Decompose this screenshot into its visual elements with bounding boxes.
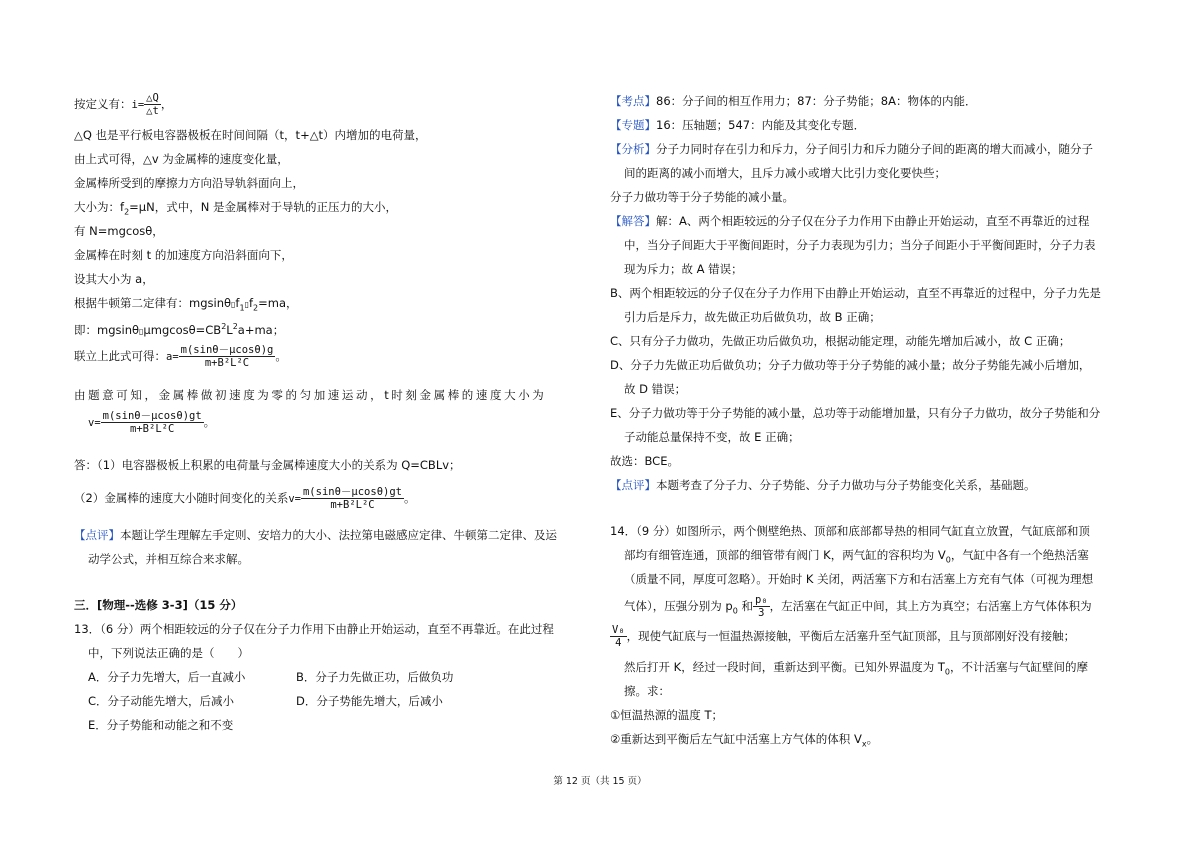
text: 。 <box>203 415 216 429</box>
text: 本题考查了分子力、分子势能、分子力做功与分子势能变化关系，基础题。 <box>656 478 1036 492</box>
text: =ma， <box>258 296 298 310</box>
paragraph-line: （质量不同，厚度可忽略）。开始时 K 关闭，两活塞下方和右活塞上方充有气体（可视为理想 <box>624 572 1094 586</box>
text: 大小为：f <box>74 200 125 214</box>
text: 解：A、两个相距较远的分子仅在分子力作用下由静止开始运动，直至不再靠近的过程 <box>656 214 1090 228</box>
fraction-denominator: m+B²L²C <box>130 423 175 435</box>
paragraph-line: 由上式可得，△v 为金属棒的速度变化量， <box>74 152 289 166</box>
subscript: 2 <box>124 207 130 217</box>
paragraph-line: 动学公式，并相互综合来求解。 <box>88 552 249 566</box>
text: L <box>226 322 233 337</box>
paragraph-line: 间的距离的减小而增大，且斥力减小或增大比引力变化要快些； <box>624 166 946 180</box>
paragraph-line: 设其大小为 a， <box>74 272 154 286</box>
paragraph-line: C、只有分子力做功，先做正功后做负功，根据动能定理，动能先增加后减小，故 C 正确； <box>610 334 1071 348</box>
formula-line <box>74 344 287 369</box>
comment-tag: 【点评】 <box>74 528 120 542</box>
fraction-denominator: m+B²L²C <box>330 499 375 511</box>
fraction <box>144 92 161 117</box>
fraction-numerator: p₀ <box>754 594 768 606</box>
question-13: 13．（6 分）两个相距较远的分子仅在分子力作用下由静止开始运动，直至不再靠近。在此过程 <box>74 622 554 636</box>
fraction-denominator: m+B²L²C <box>204 357 250 369</box>
comment-tag: 【点评】 <box>610 478 656 492</box>
paragraph-line: 即：$mgsin\theta▯\mu mgcos\theta=CB^2L^2a+ma$； <box>74 322 285 337</box>
option-b: B．分子力先做正功，后做负功 <box>296 670 454 684</box>
text: 气体），压强分别为 p <box>624 599 733 613</box>
comment-line <box>74 526 557 544</box>
paragraph-line: D、分子力先做正功后做负功；分子力做功等于分子势能的减小量；故分子势能先减小后增加， <box>610 358 1091 372</box>
paragraph-line: 有 N=mgcosθ， <box>74 224 164 238</box>
subscript: 0 <box>944 667 950 677</box>
zhuanti-line <box>610 116 865 134</box>
text: 。 <box>404 491 416 505</box>
text: 部均有细管连通，顶部的细管带有阀门 K，两气缸的容积均为 V <box>624 548 946 562</box>
text: ，左活塞在气缸正中间，其上方为真空；右活塞上方气体体积为 <box>769 599 1092 613</box>
text: 分子力同时存在引力和斥力，分子间引力和斥力随分子间的距离的增大而减小，随分子 <box>656 142 1093 156</box>
zhuanti-tag: 【专题】 <box>610 118 656 132</box>
subscript: 0 <box>945 555 951 565</box>
text: 和 <box>737 599 753 613</box>
fraction <box>101 410 204 435</box>
question-14: 14．（9 分）如图所示，两个侧壁绝热、顶部和底部都导热的相同气缸直立放置，气缸底部和顶 <box>610 524 1090 538</box>
fraction-numerator: V₀ <box>612 624 625 636</box>
text: 然后打开 K，经过一段时间，重新达到平衡。已知外界温度为 T <box>624 660 945 674</box>
text: 联立上此式可得： <box>74 349 166 363</box>
page-footer: 第 12 页（共 15 页） <box>553 776 647 787</box>
paragraph-line <box>74 198 397 221</box>
option-e: E．分子势能和动能之和不变 <box>88 718 234 732</box>
kaodian-line <box>610 92 976 110</box>
text: 按定义有： <box>74 97 132 111</box>
text: a+ma； <box>237 322 285 337</box>
sub-question-1: ①恒温热源的温度 T； <box>610 708 723 722</box>
option-d: D．分子势能先增大，后减小 <box>296 694 443 708</box>
text: μmgcosθ=CB <box>143 322 222 337</box>
justified-line <box>74 386 592 404</box>
option-c: C．分子动能先增大，后减小 <box>88 694 235 708</box>
paragraph-line: 故 D 错误； <box>624 382 687 396</box>
paragraph-line: 根据牛顿第二定律有：$mgsin\theta▯f_1▯f_2=ma$， <box>74 296 298 313</box>
formula-var: v= <box>88 417 101 429</box>
paragraph-line: 分子力做功等于分子势能的减小量。 <box>610 190 794 204</box>
fraction-denominator: 4 <box>615 637 622 649</box>
kaodian-tag: 【考点】 <box>610 94 656 108</box>
answer-line <box>74 486 416 511</box>
text: 。 <box>275 349 287 363</box>
paragraph-line <box>610 624 1075 649</box>
text: 由题意可知，金属棒做初速度为零的匀加速运动，t时刻金属棒的速度大小为 <box>74 388 547 402</box>
section-heading: 三．[物理--选修 3-3]（15 分） <box>74 598 243 612</box>
fraction-numerator: △Q <box>146 92 159 104</box>
formula-line <box>88 410 215 435</box>
text: =μN，式中，N 是金属棒对于导轨的正压力的大小， <box>129 200 397 214</box>
answer-line: 答：（1）电容器极板上积累的电荷量与金属棒速度大小的关系为 Q=CBLv； <box>74 458 461 472</box>
fraction <box>610 624 627 649</box>
paragraph-line: B、两个相距较远的分子仅在分子力作用下由静止开始运动，直至不再靠近的过程中，分子力先是 <box>610 286 1101 300</box>
text: 即：mgsinθ <box>74 322 140 337</box>
jieda-line <box>610 212 1089 230</box>
paragraph-line: 子动能总量保持不变，故 E 正确； <box>624 430 800 444</box>
paragraph-line: 金属棒在时刻 t 的加速度方向沿斜面向下， <box>74 248 293 262</box>
fraction <box>301 486 404 511</box>
fraction-denominator: △t <box>146 105 159 117</box>
jieda-tag: 【解答】 <box>610 214 656 228</box>
fraction-numerator: m(sinθ－μcosθ)gt <box>102 410 202 422</box>
formula-var: a= <box>166 351 179 363</box>
paragraph-line: 金属棒所受到的摩擦力方向沿导轨斜面向上， <box>74 176 304 190</box>
option-a: A．分子力先增大，后一直减小 <box>88 670 246 684</box>
paragraph-line <box>610 546 1089 569</box>
fenxi-line <box>610 140 1093 158</box>
paragraph-line: △Q 也是平行板电容器极板在时间间隔（t，t+△t）内增加的电荷量， <box>74 128 427 142</box>
paragraph-line: 中，当分子间距大于平衡间距时，分子力表现为引力；当分子间距小于平衡间距时，分子力表 <box>624 238 1096 252</box>
fenxi-tag: 【分析】 <box>610 142 656 156</box>
paragraph-line <box>610 658 1088 681</box>
subscript: 0 <box>732 606 738 616</box>
question-13-cont: 中，下列说法正确的是（ ） <box>88 646 249 660</box>
formula-var: v= <box>288 493 301 505</box>
choice-line: 故选：BCE。 <box>610 454 679 468</box>
text: 86：分子间的相互作用力；87：分子势能；8A：物体的内能． <box>656 94 977 108</box>
text: f <box>235 296 240 310</box>
paragraph-line: 擦。求： <box>624 684 670 698</box>
fraction-numerator: m(sinθ－μcosθ)g <box>180 344 274 356</box>
formula-var: i= <box>131 99 145 111</box>
comment-line <box>610 476 1036 494</box>
text: f <box>248 296 254 310</box>
sub-question-2 <box>610 730 878 753</box>
fraction-denominator: 3 <box>758 607 765 619</box>
text: ，气缸中各有一个绝热活塞 <box>950 548 1089 562</box>
text: ，现使气缸底与一恒温热源接触，平衡后左活塞升至气缸顶部，且与顶部刚好没有接触； <box>626 629 1076 643</box>
text: 本题让学生理解左手定则、安培力的大小、法拉第电磁感应定律、牛顿第二定律、及运 <box>120 528 557 542</box>
paragraph-line: 引力后是斥力，故先做正功后做负功，故 B 正确； <box>624 310 881 324</box>
fraction <box>753 594 770 619</box>
paragraph-line: E、分子力做功等于分子势能的减小量，总功等于动能增加量，只有分子力做功，故分子势能和分 <box>610 406 1101 420</box>
def-line <box>74 92 172 117</box>
text: 。 <box>866 732 879 746</box>
text: （2）金属棒的速度大小随时间变化的关系 <box>74 491 289 505</box>
subscript: x <box>861 739 867 749</box>
text: ， <box>160 97 173 111</box>
text: 根据牛顿第二定律有：mgsinθ <box>74 296 232 310</box>
text: ②重新达到平衡后左气缸中活塞上方气体的体积 V <box>610 732 862 746</box>
fraction <box>179 344 276 369</box>
paragraph-line <box>610 594 1092 620</box>
fraction-numerator: m(sinθ－μcosθ)gt <box>302 486 402 498</box>
paragraph-line: 现为斥力；故 A 错误； <box>624 262 743 276</box>
text: ，不计活塞与气缸壁间的摩 <box>949 660 1088 674</box>
text: 16：压轴题；547：内能及其变化专题． <box>656 118 866 132</box>
